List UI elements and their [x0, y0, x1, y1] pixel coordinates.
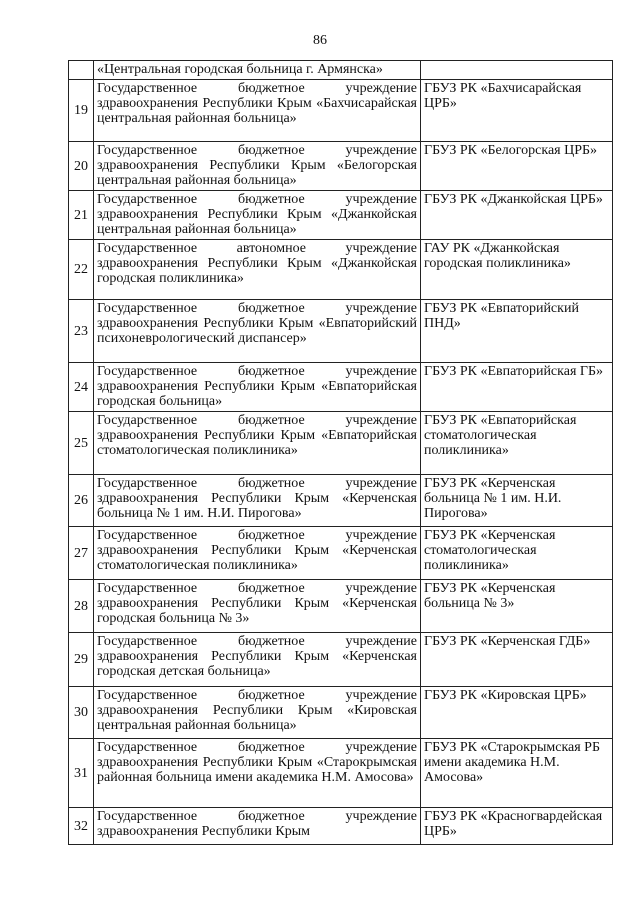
institution-short-name: ГБУЗ РК «Керченская ГДБ» [421, 633, 613, 687]
table-row [69, 687, 613, 739]
table-row [69, 739, 613, 808]
institution-name: Государственное бюджетное учреждение здравоохранения Республики Крым «Евпаторийская стоматологическая поликлиника» [94, 412, 421, 475]
row-number: 25 [69, 412, 94, 475]
page-number: 86 [313, 33, 327, 48]
row-number: 31 [69, 739, 94, 808]
row-number: 21 [69, 191, 94, 240]
institution-short-name: ГБУЗ РК «Джанкойская ЦРБ» [421, 191, 613, 240]
institution-short-name: ГБУЗ РК «Керченская больница № 1 им. Н.И. Пирогова» [421, 475, 613, 527]
row-number: 23 [69, 300, 94, 363]
institution-short-name: ГБУЗ РК «Бахчисарайская ЦРБ» [421, 80, 613, 142]
institution-name: Государственное бюджетное учреждение здравоохранения Республики Крым «Кировская центральная районная больница» [94, 687, 421, 739]
table-row [69, 475, 613, 527]
institution-name: Государственное бюджетное учреждение здравоохранения Республики Крым «Керченская больница № 1 им. Н.И. Пирогова» [94, 475, 421, 527]
institution-short-name: ГБУЗ РК «Евпаторийская ГБ» [421, 363, 613, 412]
institution-short-name: ГБУЗ РК «Евпаторийская стоматологическая поликлиника» [421, 412, 613, 475]
row-number: 28 [69, 580, 94, 633]
institution-short-name [421, 61, 613, 80]
row-number [69, 61, 94, 80]
table-row [69, 142, 613, 191]
table-row [69, 580, 613, 633]
table-row [69, 80, 613, 142]
row-number: 30 [69, 687, 94, 739]
institution-name: Государственное бюджетное учреждение здравоохранения Республики Крым «Керченская стоматологическая поликлиника» [94, 527, 421, 580]
table-row [69, 412, 613, 475]
institution-short-name: ГБУЗ РК «Красногвардейская ЦРБ» [421, 808, 613, 845]
table-row [69, 633, 613, 687]
row-number: 29 [69, 633, 94, 687]
table-row [69, 191, 613, 240]
institution-short-name: ГБУЗ РК «Белогорская ЦРБ» [421, 142, 613, 191]
institution-short-name: ГБУЗ РК «Кировская ЦРБ» [421, 687, 613, 739]
table-row [69, 808, 613, 845]
table-row [69, 363, 613, 412]
row-number: 22 [69, 240, 94, 300]
institution-name: Государственное бюджетное учреждение здравоохранения Республики Крым «Керченская городская больница № 3» [94, 580, 421, 633]
institution-short-name: ГБУЗ РК «Старокрымская РБ имени академика Н.М. Амосова» [421, 739, 613, 808]
institution-short-name: ГБУЗ РК «Керченская стоматологическая поликлиника» [421, 527, 613, 580]
institutions-table [68, 60, 613, 845]
table-row [69, 61, 613, 80]
row-number: 24 [69, 363, 94, 412]
table-row [69, 300, 613, 363]
row-number: 26 [69, 475, 94, 527]
table-row [69, 527, 613, 580]
institution-name: Государственное бюджетное учреждение здравоохранения Республики Крым «Евпаторийская городская больница» [94, 363, 421, 412]
institution-name: Государственное бюджетное учреждение здравоохранения Республики Крым [94, 808, 421, 845]
institution-short-name: ГБУЗ РК «Керченская больница № 3» [421, 580, 613, 633]
institution-name: «Центральная городская больница г. Армянска» [94, 61, 421, 80]
institution-name: Государственное бюджетное учреждение здравоохранения Республики Крым «Джанкойская центральная районная больница» [94, 191, 421, 240]
row-number: 19 [69, 80, 94, 142]
institution-name: Государственное бюджетное учреждение здравоохранения Республики Крым «Белогорская центральная районная больница» [94, 142, 421, 191]
institution-name: Государственное бюджетное учреждение здравоохранения Республики Крым «Евпаторийский психоневрологический диспансер» [94, 300, 421, 363]
institution-name: Государственное бюджетное учреждение здравоохранения Республики Крым «Керченская городская детская больница» [94, 633, 421, 687]
institution-short-name: ГБУЗ РК «Евпаторийский ПНД» [421, 300, 613, 363]
row-number: 32 [69, 808, 94, 845]
row-number: 20 [69, 142, 94, 191]
table-row [69, 240, 613, 300]
row-number: 27 [69, 527, 94, 580]
institution-name: Государственное автономное учреждение здравоохранения Республики Крым «Джанкойская городская поликлиника» [94, 240, 421, 300]
institution-name: Государственное бюджетное учреждение здравоохранения Республики Крым «Бахчисарайская центральная районная больница» [94, 80, 421, 142]
institution-name: Государственное бюджетное учреждение здравоохранения Республики Крым «Старокрымская районная больница имени академика Н.М. Амосова» [94, 739, 421, 808]
institution-short-name: ГАУ РК «Джанкойская городская поликлиника» [421, 240, 613, 300]
